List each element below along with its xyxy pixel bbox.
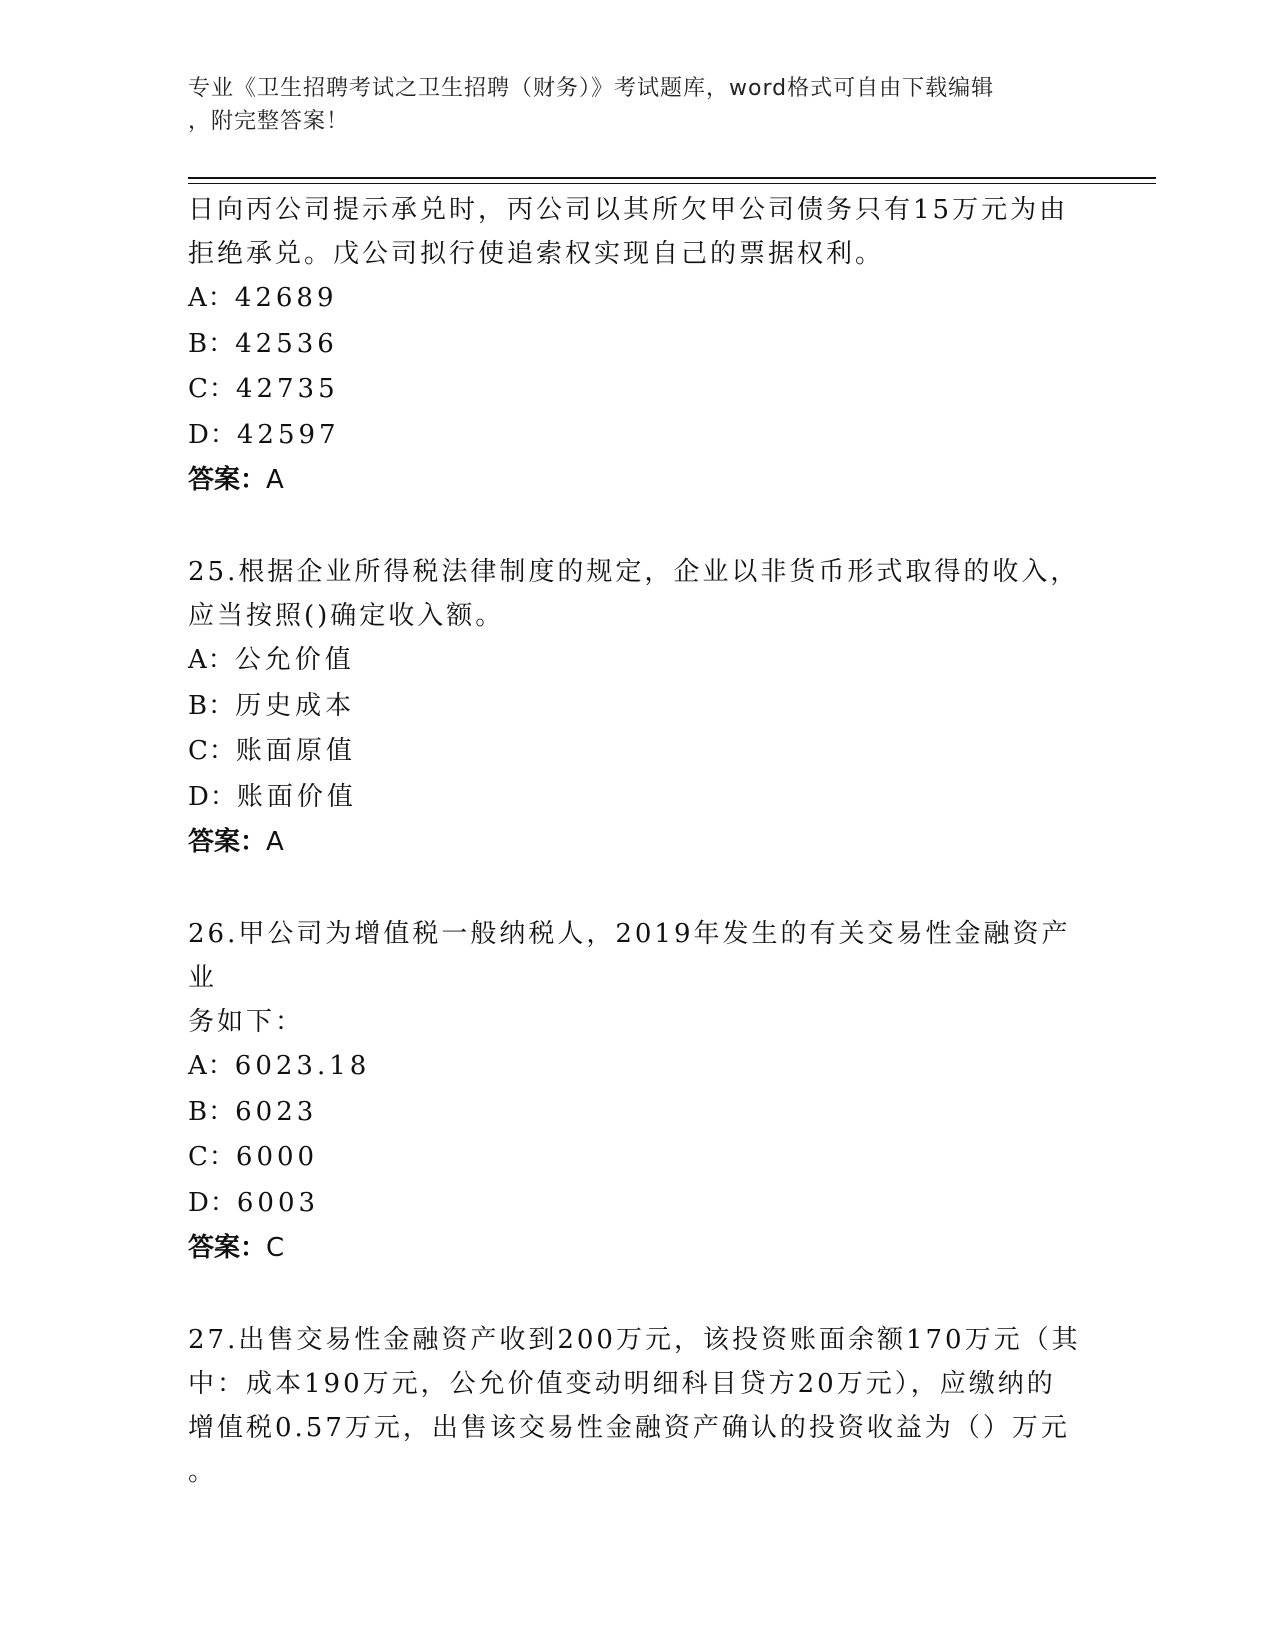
option-text: 历史成本: [235, 690, 356, 721]
question-text-line: 拒绝承兑。戊公司拟行使追索权实现自己的票据权利。: [188, 239, 885, 269]
option-key: A：: [188, 1051, 235, 1081]
option-text: 6023.18: [234, 1051, 371, 1081]
option-text: 6000: [235, 1142, 319, 1172]
option-text: 42735: [235, 374, 339, 404]
answer-value: A: [266, 827, 284, 857]
answer-line: [188, 820, 1088, 865]
question-gap: [188, 1271, 1088, 1318]
option-d: [188, 775, 1088, 821]
option-text: 公允价值: [234, 645, 355, 675]
question-text-line: 增值税0.57万元，出售该交易性金融资产确认的投资收益为（）万元: [188, 1413, 1070, 1443]
question-gap: [188, 503, 1088, 550]
option-key: D：: [188, 1187, 237, 1218]
answer-label: 答案：: [188, 827, 267, 857]
option-text: 42689: [234, 283, 338, 313]
option-c: [188, 367, 1088, 413]
question-text-line: 中：成本190万元，公允价值变动明细科目贷方20万元），应缴纳的: [188, 1369, 1056, 1399]
option-b: [188, 1090, 1088, 1136]
option-a: [188, 1044, 1088, 1090]
option-key: A：: [188, 283, 235, 313]
question-text-line: 。: [188, 1457, 218, 1487]
option-key: A：: [188, 645, 235, 675]
option-key: B：: [188, 1096, 236, 1127]
answer-line: [188, 1226, 1088, 1271]
option-c: [188, 729, 1088, 775]
question-text-line: 26.甲公司为增值税一般纳税人，2019年发生的有关交易性金融资产业: [188, 919, 1071, 993]
option-key: C：: [188, 1142, 236, 1172]
question-block: [188, 188, 1088, 503]
option-d: [188, 413, 1088, 459]
question-text-line: 27.出售交易性金融资产收到200万元，该投资账面余额170万元（其: [188, 1325, 1081, 1355]
document-header: [188, 72, 1068, 138]
option-key: B：: [188, 690, 236, 721]
question-block: [188, 550, 1088, 865]
header-line-2: ，附完整答案！: [188, 109, 350, 134]
question-gap: [188, 865, 1088, 912]
option-text: 42536: [235, 328, 338, 359]
question-text-line: 务如下：: [188, 1007, 305, 1037]
option-a: [188, 638, 1088, 684]
question-text-line: 25.根据企业所得税法律制度的规定，企业以非货币形式取得的收入，: [188, 557, 1080, 587]
header-divider-thin: [188, 183, 1156, 184]
option-key: D：: [188, 781, 237, 812]
answer-value: A: [266, 465, 284, 495]
question-list: [188, 188, 1088, 1494]
header-divider-thick: [188, 177, 1156, 179]
question-block: [188, 1318, 1088, 1494]
option-b: [188, 322, 1088, 368]
option-text: 6003: [236, 1187, 320, 1218]
option-key: C：: [188, 374, 236, 404]
question-text-line: 应当按照()确定收入额。: [188, 601, 505, 631]
answer-value: C: [266, 1233, 285, 1263]
option-text: 42597: [236, 419, 340, 450]
answer-label: 答案：: [188, 465, 267, 495]
option-c: [188, 1135, 1088, 1181]
answer-line: [188, 458, 1088, 503]
option-text: 6023: [235, 1096, 318, 1127]
option-d: [188, 1181, 1088, 1227]
header-line-1: 专业《卫生招聘考试之卫生招聘（财务）》考试题库，word格式可自由下载编辑: [188, 76, 995, 101]
option-key: C：: [188, 736, 236, 766]
option-a: [188, 276, 1088, 322]
option-b: [188, 684, 1088, 730]
option-key: D：: [188, 419, 237, 450]
option-text: 账面价值: [236, 781, 357, 812]
option-key: B：: [188, 328, 236, 359]
question-text-line: 日向丙公司提示承兑时，丙公司以其所欠甲公司债务只有15万元为由: [188, 195, 1069, 225]
answer-label: 答案：: [188, 1233, 267, 1263]
question-block: [188, 912, 1088, 1271]
option-text: 账面原值: [235, 736, 356, 766]
